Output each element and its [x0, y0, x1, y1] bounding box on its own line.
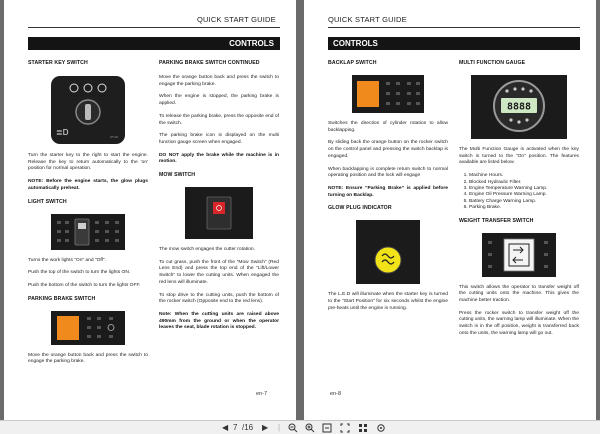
- pbc-text-3: To release the parking brake, press the opposite end of the switch.: [159, 113, 279, 126]
- multi-function-gauge-figure: [459, 75, 579, 139]
- running-header: QUICK START GUIDE: [197, 15, 276, 24]
- fit-page-icon[interactable]: [322, 421, 332, 434]
- viewer-toolbar: [0, 420, 600, 434]
- running-header: QUICK START GUIDE: [328, 15, 407, 24]
- backlap-title: BACKLAP SWITCH: [328, 60, 377, 66]
- current-page: 7: [233, 423, 238, 432]
- mow-switch-title: MOW SWITCH: [159, 172, 196, 179]
- previous-page-button[interactable]: ◀: [222, 423, 229, 432]
- backlap-text-3: When backlapping is complete return switch to normal operating position and the lock will engage: [328, 166, 448, 179]
- backlap-note: NOTE: Ensure “Parking Brake” is applied before turning on Backlap.: [328, 185, 448, 198]
- list-item: 1. Machine Hours.: [469, 173, 579, 179]
- starter-key-note: NOTE: Before the engine starts, the glow plugs automatically preheat.: [28, 179, 148, 191]
- right-column-b: [459, 60, 579, 343]
- mow-switch-text-3: To stop drive to the cutting units, push the bottom of the rocker switch (Opposite end to the red lens).: [159, 292, 279, 305]
- light-switch-figure: [28, 214, 148, 250]
- section-bar: CONTROLS: [328, 37, 580, 50]
- next-page-button[interactable]: ▶: [262, 423, 269, 432]
- svg-text:ST-00: ST-00: [110, 135, 119, 139]
- light-switch-text-3: Push the bottom of the switch to turn the lights OFF.: [28, 282, 141, 288]
- glow-plug-title: GLOW PLUG INDICATOR: [328, 205, 392, 212]
- section-bar: CONTROLS: [28, 37, 280, 50]
- list-item: 5. Battery Charge Warning Lamp.: [469, 199, 579, 205]
- parking-brake-title: PARKING BRAKE SWITCH: [28, 295, 96, 302]
- header-rule: [28, 27, 280, 28]
- light-switch-text-1: Turns the work lights “On” and “Off”.: [28, 257, 107, 263]
- right-column-a: [328, 60, 448, 318]
- header-rule: [328, 27, 580, 28]
- mow-switch-text-2: To cut grass, push the front of the “Mow Switch” (Red Lens End) and press the top end of the “Lift/Lower Switch” to lower the cutting units. When engaged the red lens will illuminate.: [159, 259, 279, 285]
- zoom-out-icon[interactable]: [288, 421, 298, 434]
- pbc-note: DO NOT apply the brake while the machine is in motion.: [159, 152, 279, 165]
- right-page: [304, 0, 596, 420]
- backlap-switch-figure: [328, 75, 448, 113]
- gauge-readout: 8888: [506, 101, 532, 113]
- left-column-a: [28, 60, 148, 372]
- grid-view-icon[interactable]: [358, 421, 368, 434]
- pbc-text-1: Move the orange button back and press the switch to engage the parking brake.: [159, 75, 279, 87]
- glow-plug-figure: [328, 220, 448, 284]
- page-number: en-8: [330, 391, 342, 397]
- weight-transfer-figure: [459, 233, 579, 277]
- svg-text:≣D: ≣D: [56, 128, 69, 137]
- fullscreen-icon[interactable]: [340, 421, 350, 434]
- backlap-text-2: By sliding back the orange button on the rocker switch on the control panel and pressing the switch backlap is engaged.: [328, 140, 448, 159]
- weight-transfer-text-2: Press the rocker switch to transfer weight off the cutting units, the warning lamp will illuminate. When the switch is in the off position, weight is transferred back onto the units, the warning lamp will go out.: [459, 310, 579, 336]
- glow-plug-text: The L.E.D will illuminate when the starter key is turned to the “Start Position” for six seconds whilst the engine pre-heats until the engine is running.: [328, 292, 448, 311]
- backlap-text-1: Switches the direction of cylinder rotation to allow backlapping.: [328, 121, 448, 133]
- toolbar-divider: |: [278, 423, 281, 432]
- parking-brake-text: Move the orange button back and press the switch to engage the parking brake.: [28, 352, 148, 365]
- mow-switch-figure: [159, 187, 279, 239]
- list-item: 3. Engine Temperature Warning Lamp.: [469, 186, 579, 192]
- mfg-title: MULTI FUNCTION GAUGE: [459, 60, 526, 66]
- parking-brake-figure: [28, 311, 148, 345]
- weight-transfer-title: WEIGHT TRANSFER SWITCH: [459, 217, 534, 224]
- total-pages: /16: [242, 423, 254, 432]
- page-number: en-7: [256, 391, 268, 397]
- weight-transfer-text-1: This switch allows the operator to transfer weight off the cutting units onto the machine. This gives the machine better traction.: [459, 284, 579, 303]
- starter-key-title: STARTER KEY SWITCH: [28, 60, 88, 66]
- pbc-text-2: When the engine is stopped, the parking brake is applied.: [159, 94, 279, 107]
- left-page: [4, 0, 296, 420]
- list-item: 4. Engine Oil Pressure Warning Lamp.: [469, 192, 579, 198]
- light-switch-text-2: Push the top of the switch to turn the lights ON.: [28, 270, 131, 276]
- light-switch-title: LIGHT SWITCH: [28, 198, 67, 205]
- list-item: 2. Blocked Hydraulic Filter.: [469, 180, 579, 186]
- zoom-in-icon[interactable]: [305, 421, 315, 434]
- starter-key-text: Turn the starter key to the right to start the engine. Release the key to return automatically to the 'on' position for normal operation.: [28, 153, 148, 172]
- list-item: 6. Parking Brake.: [469, 205, 579, 211]
- mow-switch-note: Note: When the cutting units are raised above 490mm from the ground or when the operator leaves the seat, blade rotation is stopped.: [159, 311, 279, 331]
- mow-switch-text-1: The mow switch engages the cutter rotation.: [159, 247, 255, 253]
- parking-brake-continued-title: PARKING BRAKE SWITCH CONTINUED: [159, 60, 260, 66]
- page-input[interactable]: [233, 421, 237, 434]
- mfg-text: The Multi Function Gauge is activated when the key switch is turned to the “On” position. The features available are listed below.: [459, 147, 579, 166]
- mfg-feature-list: [459, 173, 579, 211]
- left-column-b: [159, 60, 279, 338]
- starter-key-figure: [28, 75, 148, 145]
- pbc-text-4: The parking brake icon is displayed on the multi function gauge screen when engaged.: [159, 133, 279, 145]
- settings-icon[interactable]: [376, 421, 386, 434]
